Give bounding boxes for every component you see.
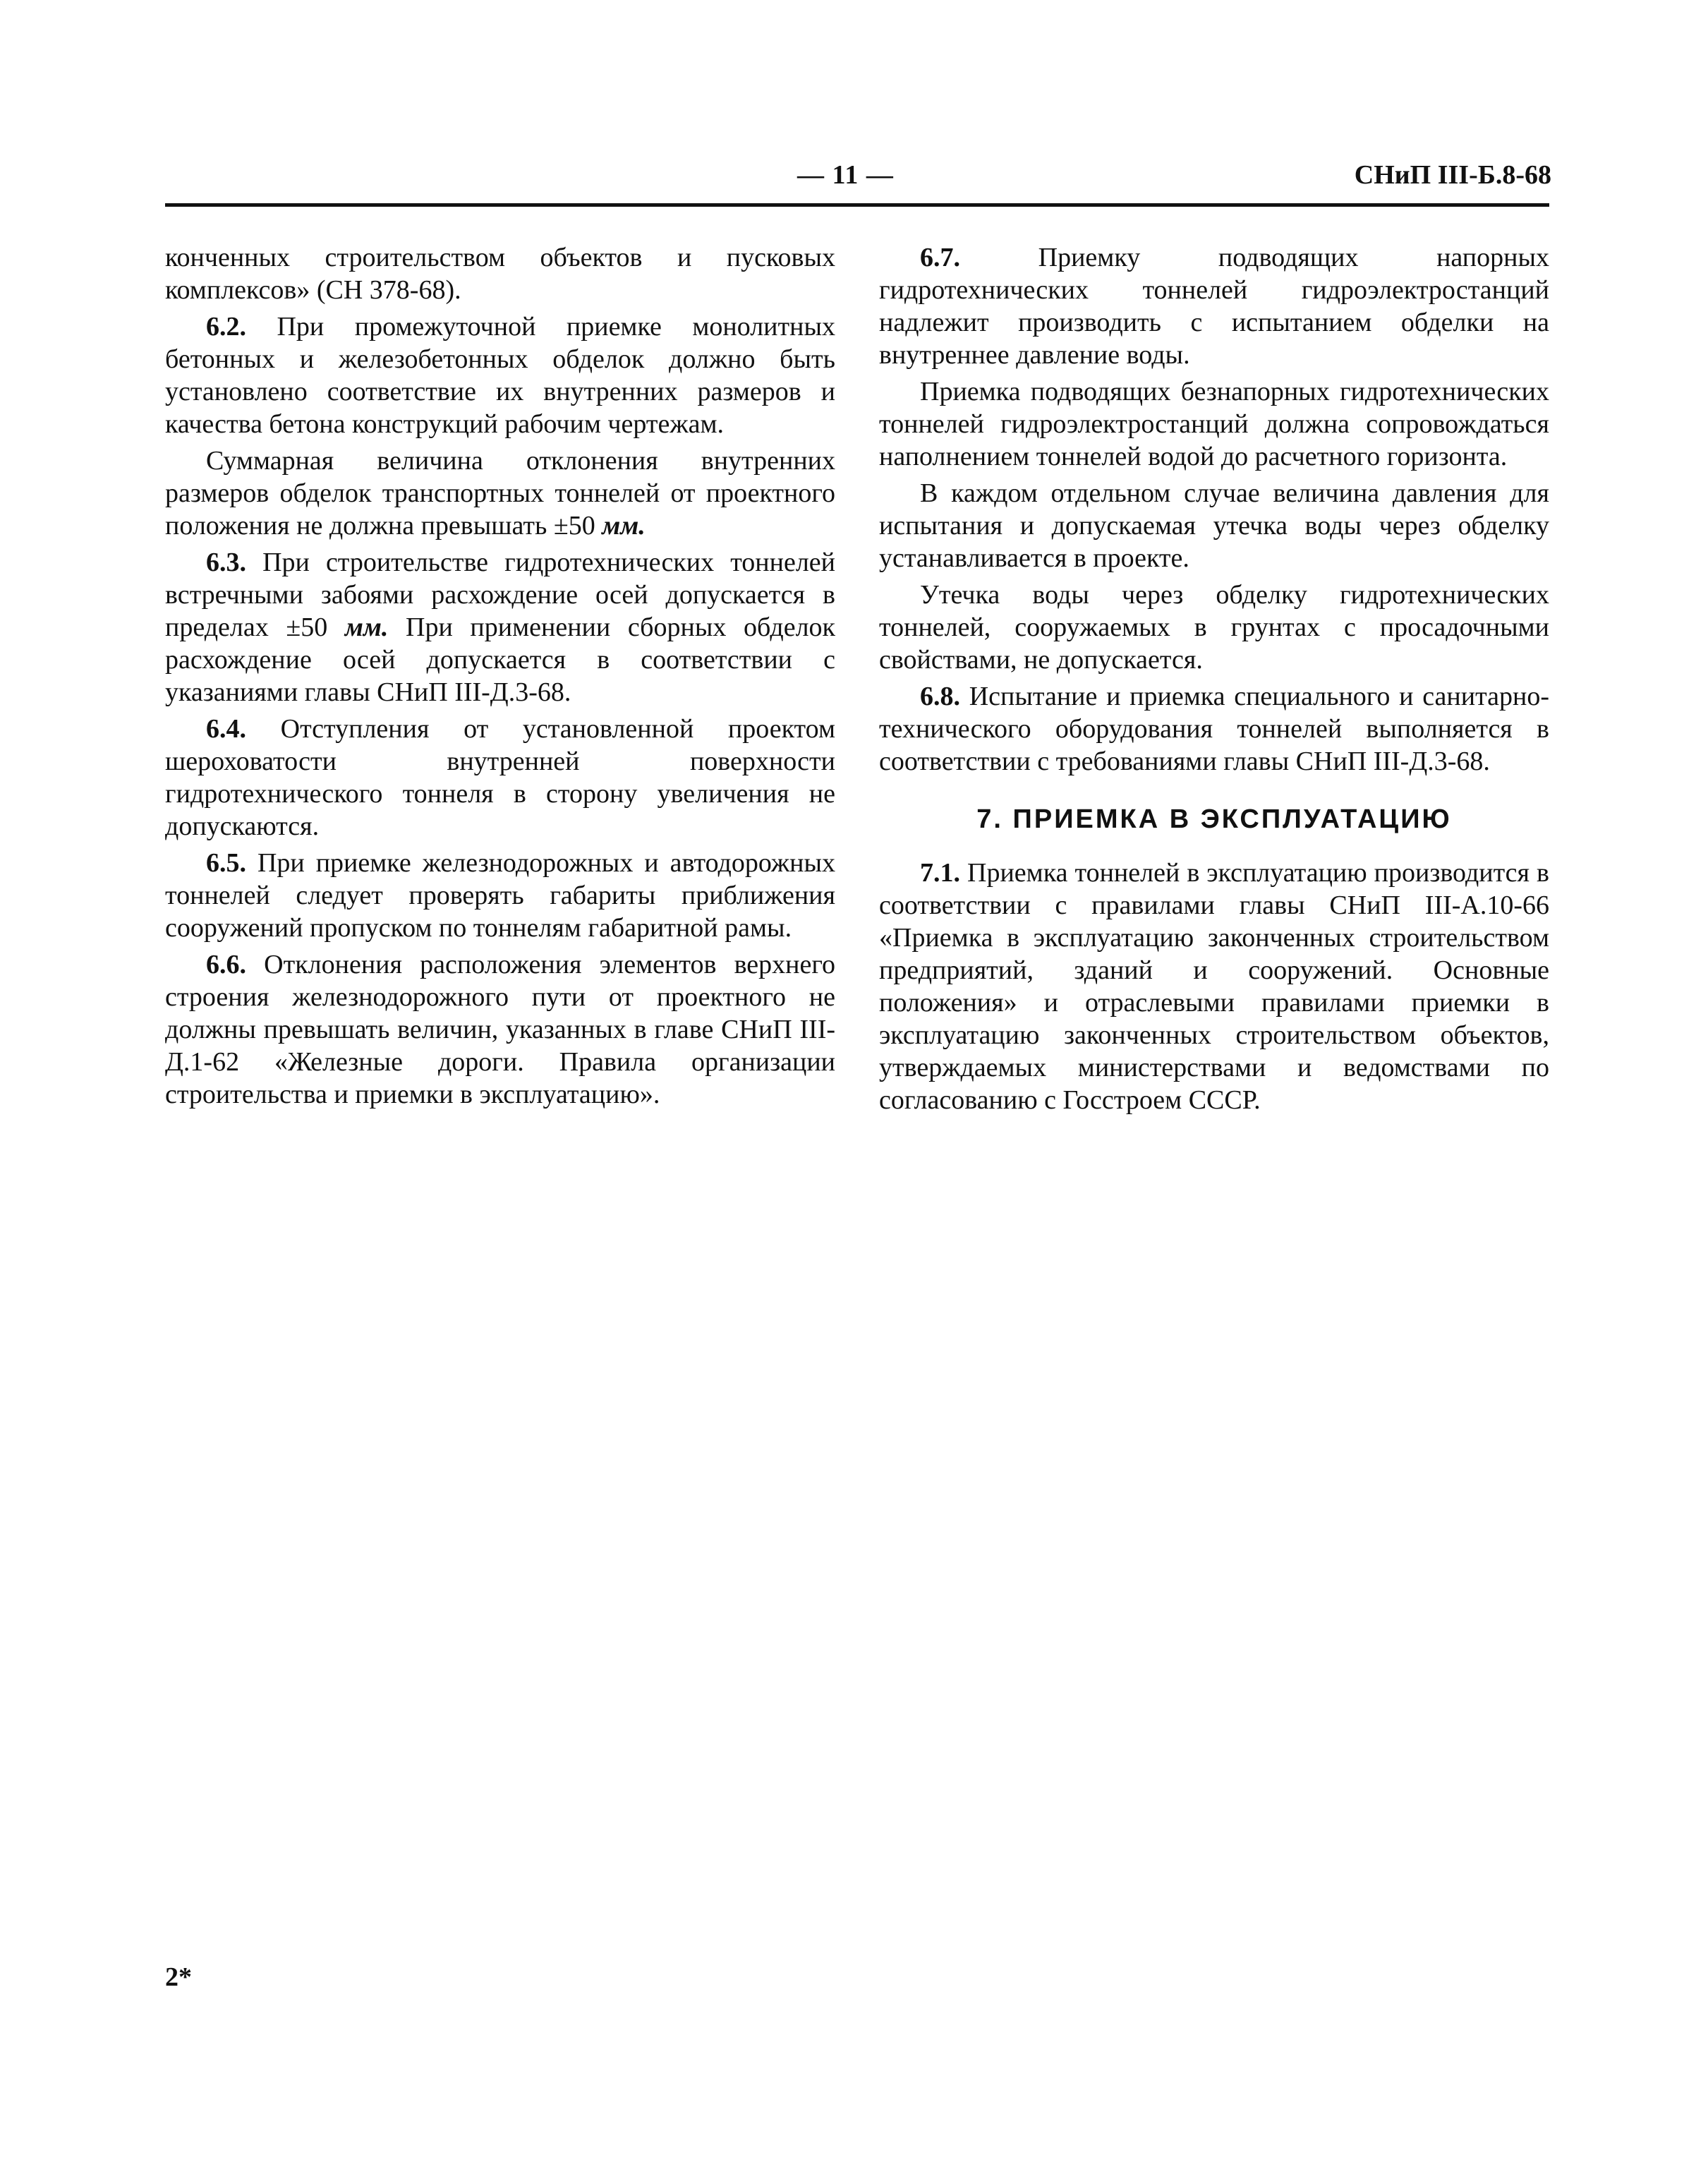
- paragraph-text: Приемка подводящих безнапорных гидротехнических тоннелей гидроэлектростанций должна сопровождаться наполнением тоннелей водой до расчетного горизонта.: [879, 377, 1549, 471]
- paragraph-text: Отступления от установленной проектом шероховатости внутренней поверхности гидротехнического тоннеля в сторону увеличения не допускаются.: [165, 714, 835, 841]
- header-rule: [165, 203, 1549, 207]
- paragraph-6-4: [165, 713, 835, 843]
- paragraph-text: Утечка воды через обделку гидротехнических тоннелей, сооружаемых в грунтах с просадочными свойствами, не допускается.: [879, 580, 1549, 675]
- paragraph-text: Приемка тоннелей в эксплуатацию производится в соответствии с правилами главы СНиП III-А.10-66 «Приемка в эксплуатацию законченных строительством предприятий, зданий и сооружений. Основные положения» и отраслевыми правилами приемки в эксплуатацию законченных строительством объектов, утверждаемых министерствами и ведомствами по согласованию с Госстроем СССР.: [879, 858, 1549, 1115]
- paragraph-test-pressure: [879, 477, 1549, 574]
- paragraph-6-3: [165, 546, 835, 708]
- paragraph-text: Испытание и приемка специального и санитарно-технического оборудования тоннелей выполняется в соответствии с требованиями главы СНиП III-Д.3-68.: [879, 682, 1549, 776]
- paragraph-7-1: [879, 857, 1549, 1116]
- paragraph-text: При приемке железнодорожных и автодорожных тоннелей следует проверять габариты приближения сооружений пропуском по тоннелям габаритной рамы.: [165, 848, 835, 943]
- clause-number: 6.8.: [920, 682, 960, 711]
- paragraph-text: При промежуточной приемке монолитных бетонных и железобетонных обделок должно быть установлено соответствие их внутренних размеров и качества бетона конструкций рабочим чертежам.: [165, 312, 835, 439]
- paragraph-6-8: [879, 680, 1549, 778]
- paragraph-gravity-tunnels: [879, 375, 1549, 473]
- paragraph-6-7: [879, 241, 1549, 371]
- unit-label: мм.: [602, 511, 646, 541]
- clause-number: 6.2.: [206, 312, 246, 342]
- paragraph-6-5: [165, 847, 835, 944]
- unit-label: мм.: [344, 612, 389, 642]
- section-heading: 7. ПРИЕМКА В ЭКСПЛУАТАЦИЮ: [976, 804, 1452, 834]
- paragraph-continuation: [165, 241, 835, 306]
- clause-number: 6.5.: [206, 848, 246, 878]
- paragraph-text: Суммарная величина отклонения внутренних размеров обделок транспортных тоннелей от проектного положения не должна превышать ±50: [165, 446, 835, 541]
- left-column: [165, 241, 835, 1115]
- paragraph-6-6: [165, 948, 835, 1111]
- paragraph-text: Отклонения расположения элементов верхнего строения железнодорожного пути от проектного не должны превышать величин, указанных в главе СНиП III-Д.1-62 «Железные дороги. Правила организации строительства и приемки в эксплуатацию».: [165, 950, 835, 1109]
- page-number: — 11 —: [797, 160, 894, 190]
- paragraph-text: При применении сборных обделок расхождение осей допускается в соответствии с указаниями главы СНиП III-Д.3-68.: [165, 612, 835, 707]
- paragraph-text: При строительстве гидротехнических тоннелей встречными забоями расхождение осей допускается в пределах ±50: [165, 548, 835, 642]
- clause-number: 6.7.: [920, 243, 960, 272]
- clause-number: 6.4.: [206, 714, 246, 744]
- paragraph-text: Приемку подводящих напорных гидротехнических тоннелей гидроэлектростанций надлежит производить с испытанием обделки на внутреннее давление воды.: [879, 243, 1549, 370]
- clause-number: 6.6.: [206, 950, 246, 979]
- paragraph-water-leakage: [879, 579, 1549, 676]
- paragraph-text: В каждом отдельном случае величина давления для испытания и допускаемая утечка воды через обделку устанавливается в проекте.: [879, 478, 1549, 573]
- paragraph-deviation-sum: [165, 445, 835, 542]
- signature-mark: 2*: [165, 1962, 192, 1992]
- right-column: [879, 241, 1549, 1121]
- paragraph-text: конченных строительством объектов и пусковых комплексов» (СН 378-68).: [165, 243, 835, 305]
- clause-number: 6.3.: [206, 548, 246, 577]
- paragraph-6-2: [165, 310, 835, 440]
- clause-number: 7.1.: [920, 858, 960, 888]
- document-code: СНиП III-Б.8-68: [1354, 160, 1551, 190]
